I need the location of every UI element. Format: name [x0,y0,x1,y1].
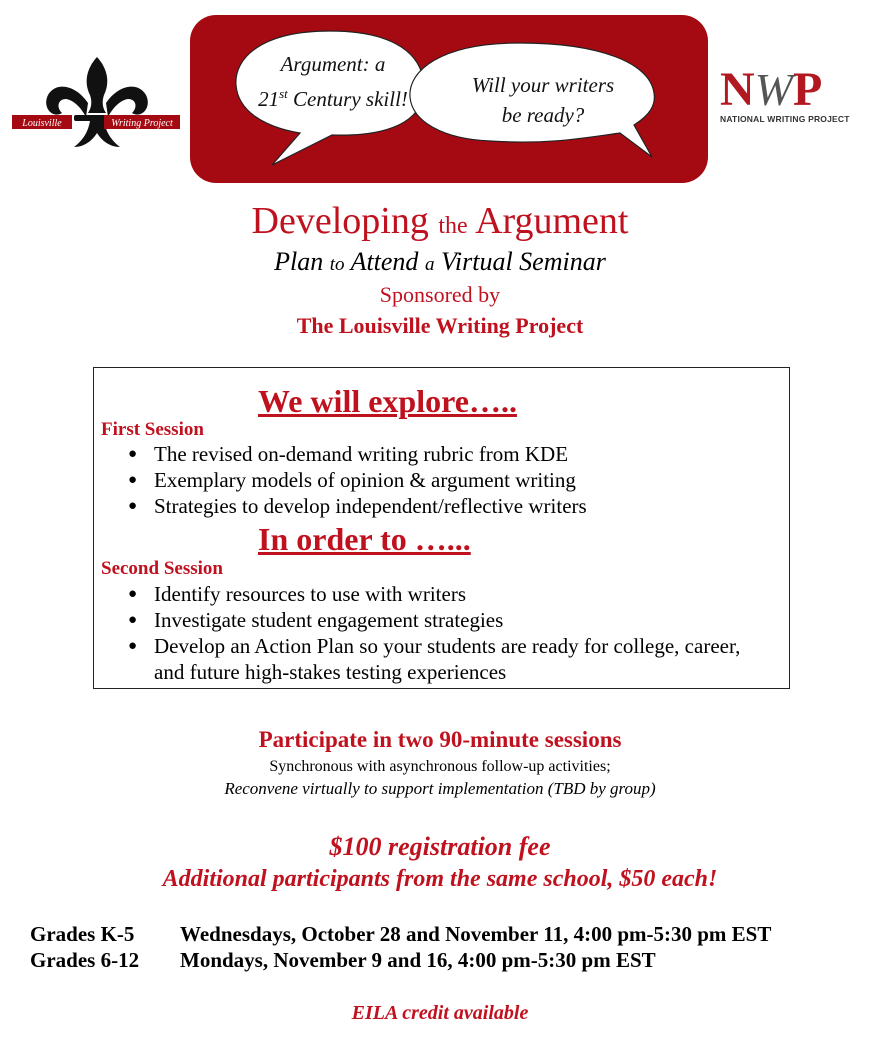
header-banner [190,15,708,183]
logo-right-text: Writing Project [111,118,173,129]
explore-heading: We will explore….. [258,383,517,419]
page-subtitle [0,246,880,281]
first-session-list [132,441,772,519]
logo-left-text: Louisville [22,118,62,129]
explore-box [93,367,790,689]
nwp-w: W [754,64,793,115]
list-item: ● Strategies to develop independent/reflective writers [132,493,772,519]
title-word1: Developing [251,200,429,242]
bubble1-rest: Century skill! [287,87,408,111]
bubble-writers-ready [448,70,638,130]
nwp-subtitle: NATIONAL WRITING PROJECT [720,114,850,124]
second-session-list [132,581,772,685]
schedule-dates: Mondays, November 9 and 16, 4:00 pm-5:30 pm EST [180,948,656,972]
subtitle-w2: to [329,254,345,275]
list-item: ● Develop an Action Plan so your students are ready for college, career, and future high-stakes testing experiences [132,633,772,685]
bubble1-line2 [238,79,428,114]
subtitle-w3: Attend [350,247,419,276]
second-session-label: Second Session [101,558,223,579]
schedule-row [30,921,771,947]
bubble-argument-skill [238,49,428,114]
bubble1-line1: Argument: a [280,52,386,76]
nwp-p: P [793,63,823,116]
subtitle-w4: a [424,254,435,275]
schedule-grades: Grades 6-12 [30,948,140,972]
list-item: ● Exemplary models of opinion & argument writing [132,467,772,493]
national-writing-project-logo [720,63,850,124]
reconvene-note: Reconvene virtually to support implementation (TBD by group) [224,779,656,798]
credit-note: EILA credit available [351,1002,529,1024]
participate-heading: Participate in two 90-minute sessions [258,727,622,752]
sponsored-by: Sponsored by [379,282,501,307]
bubble1-suffix: st [279,86,288,101]
page-title [0,198,880,249]
title-word3: Argument [475,200,629,242]
schedule-grades: Grades K-5 [30,922,135,946]
synchronous-note: Synchronous with asynchronous follow-up activities; [269,758,611,775]
first-session-label: First Session [101,419,204,440]
nwp-n: N [720,63,755,116]
schedule-row [30,947,656,973]
list-item: ● The revised on-demand writing rubric from KDE [132,441,772,467]
nwp-letters [720,63,850,116]
louisville-writing-project-logo [12,55,182,155]
organization-name: The Louisville Writing Project [296,313,584,338]
list-item: ● Investigate student engagement strategies [132,607,772,633]
registration-fee: $100 registration fee [329,832,551,861]
schedule-dates: Wednesdays, October 28 and November 11, 4:00 pm-5:30 pm EST [180,922,772,946]
in-order-heading: In order to …... [258,521,471,557]
subtitle-w5: Virtual Seminar [440,247,606,276]
bubble2-line1: Will your writers [471,73,615,97]
list-item: ● Identify resources to use with writers [132,581,772,607]
bubble1-number: 21 [258,87,280,111]
additional-participants: Additional participants from the same school, $50 each! [162,866,718,892]
bubble2-line2: be ready? [501,103,585,127]
subtitle-w1: Plan [274,247,324,276]
title-word2: the [438,213,468,239]
